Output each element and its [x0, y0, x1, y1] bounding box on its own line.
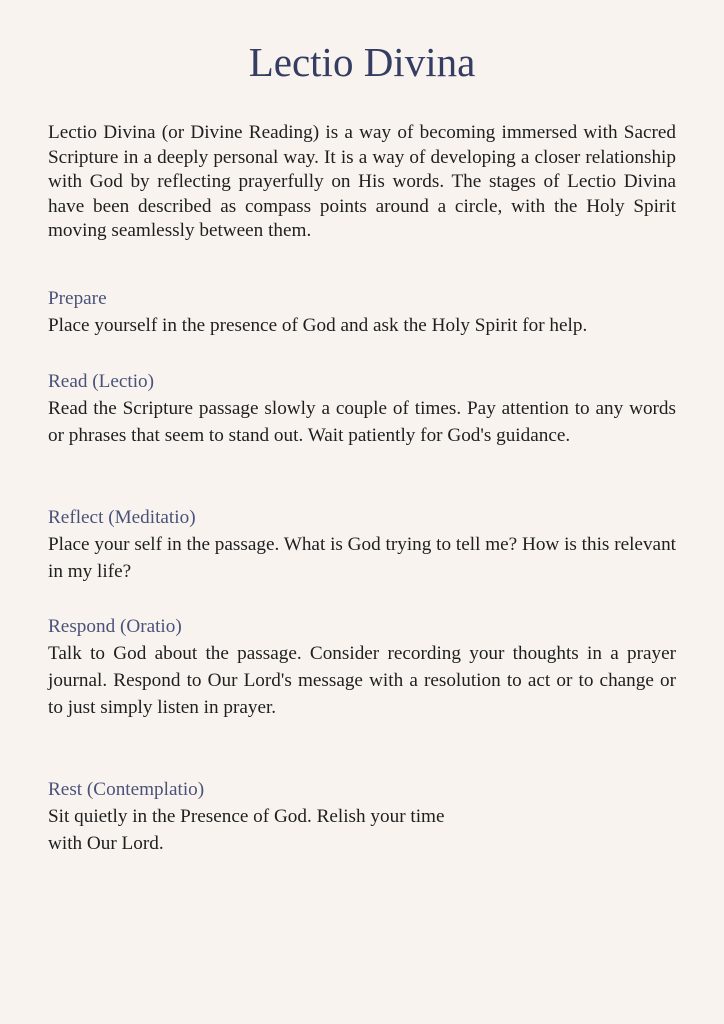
section-rest [48, 778, 676, 857]
section-heading: Prepare [48, 288, 107, 309]
section-body: Place your self in the passage. What is God trying to tell me? How is this relevant in my life? [48, 533, 676, 582]
section-heading: Read (Lectio) [48, 371, 155, 392]
section-respond [48, 615, 676, 721]
intro-paragraph: Lectio Divina (or Divine Reading) is a way of becoming immersed with Sacred Scripture in a deeply personal way. It is a way of developing a closer relationship with God by reflecting prayerfully on His words. The stages of Lectio Divina have been described as compass points around a circle, with the Holy Spirit moving seamlessly between them. [48, 122, 676, 241]
section-heading: Respond (Oratio) [48, 616, 182, 637]
section-body: Talk to God about the passage. Consider recording your thoughts in a prayer journal. Respond to Our Lord's message with a resolution to act or to change or to just simply listen in prayer. [48, 642, 676, 718]
section-reflect [48, 506, 676, 585]
section-body: Read the Scripture passage slowly a couple of times. Pay attention to any words or phrases that seem to stand out. Wait patiently for God's guidance. [48, 397, 676, 446]
document-content [48, 121, 676, 854]
section-heading: Rest (Contemplatio) [48, 779, 205, 800]
section-body: Place yourself in the presence of God and ask the Holy Spirit for help. [48, 314, 588, 336]
page-title: Lectio Divina [248, 39, 476, 85]
section-heading: Reflect (Meditatio) [48, 507, 196, 528]
section-body: Sit quietly in the Presence of God. Relish your time with Our Lord. [48, 805, 445, 854]
section-prepare [48, 287, 676, 339]
section-read [48, 370, 676, 449]
